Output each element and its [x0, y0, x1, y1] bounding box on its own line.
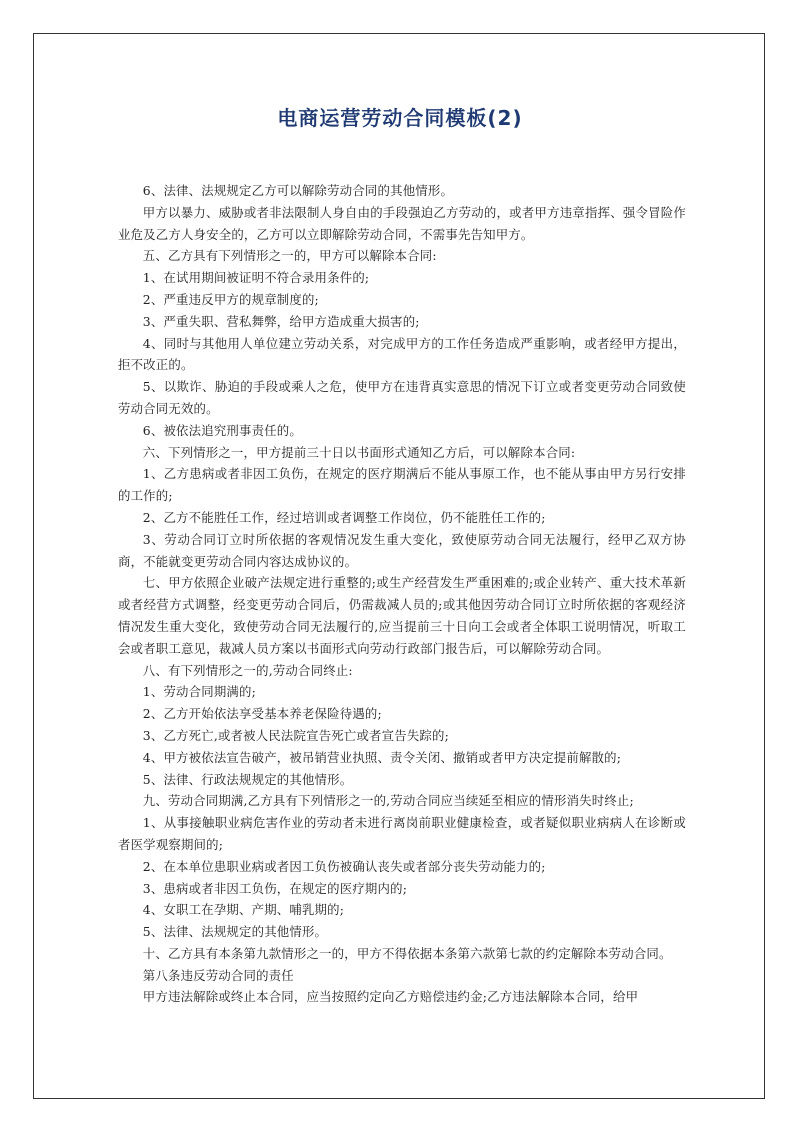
- paragraph: 2、严重违反甲方的规章制度的;: [142, 291, 319, 307]
- paragraph: 八、有下列情形之一的,劳动合同终止:: [142, 662, 353, 678]
- paragraph: 1、从事接触职业病危害作业的劳动者未进行离岗前职业健康检查，或者疑似职业病病人在诊断或者医学观察期间的;: [118, 815, 686, 852]
- paragraph: 3、乙方死亡,或者被人民法院宣告死亡或者宣告失踪的;: [142, 727, 449, 743]
- paragraph: 3、严重失职、营私舞弊，给甲方造成重大损害的;: [142, 313, 420, 329]
- paragraph: 6、法律、法规规定乙方可以解除劳动合同的其他情形。: [142, 183, 454, 198]
- paragraph: 4、同时与其他用人单位建立劳动关系，对完成甲方的工作任务造成严重影响，或者经甲方提出，拒不改正的。: [118, 335, 686, 373]
- paragraph: 4、女职工在孕期、产期、哺乳期的;: [142, 902, 345, 918]
- paragraph: 3、患病或者非因工负伤，在规定的医疗期内的;: [142, 880, 408, 896]
- paragraph: 1、乙方患病或者非因工负伤，在规定的医疗期满后不能从事原工作，也不能从事由甲方另行安排的工作的;: [118, 466, 686, 504]
- paragraph: 4、甲方被依法宣告破产，被吊销营业执照、责令关闭、撤销或者甲方决定提前解散的;: [142, 749, 622, 765]
- paragraph: 七、甲方依照企业破产法规定进行重整的;或生产经营发生严重困难的;或企业转产、重大技术革新或者经营方式调整，经变更劳动合同后，仍需裁减人员的;或其他因劳动合同订立时所依据的客观经济情况发生重大变化，致使劳动合同无法履行的,应当提前三十日向工会或者全体职工说明情况，听取工会或者职工意见，裁减人员方案以书面形式向劳动行政部门报告后，可以解除劳动合同。: [118, 575, 686, 656]
- paragraph: 2、乙方开始依法享受基本养老保险待遇的;: [142, 706, 382, 722]
- paragraph: 第八条违反劳动合同的责任: [142, 967, 294, 983]
- paragraph: 2、在本单位患职业病或者因工负伤被确认丧失或者部分丧失劳动能力的;: [142, 858, 546, 874]
- paragraph: 五、乙方具有下列情形之一的，甲方可以解除本合同:: [142, 248, 437, 264]
- paragraph: 5、以欺诈、胁迫的手段或乘人之危，使甲方在违背真实意思的情况下订立或者变更劳动合同致使劳动合同无效的。: [118, 379, 686, 416]
- paragraph: 九、劳动合同期满,乙方具有下列情形之一的,劳动合同应当续延至相应的情形消失时终止;: [142, 793, 634, 809]
- paragraph: 十、乙方具有本条第九款情形之一的，甲方不得依据本条第六款第七款的约定解除本劳动合同。: [142, 945, 672, 961]
- paragraph: 5、法律、法规规定的其他情形。: [142, 924, 328, 940]
- paragraph: 甲方以暴力、威胁或者非法限制人身自由的手段强迫乙方劳动的，或者甲方违章指挥、强令冒险作业危及乙方人身安全的，乙方可以立即解除劳动合同，不需事先告知甲方。: [118, 204, 686, 242]
- paragraph: 6、被依法追究刑事责任的。: [142, 422, 302, 438]
- paragraph: 3、劳动合同订立时所依据的客观情况发生重大变化，致使原劳动合同无法履行，经甲乙双方协商，不能就变更劳动合同内容达成协议的。: [118, 531, 686, 569]
- paragraph: 2、乙方不能胜任工作，经过培训或者调整工作岗位，仍不能胜任工作的;: [142, 509, 546, 525]
- paragraph: 1、劳动合同期满的;: [142, 684, 256, 700]
- document-body: [118, 180, 686, 1008]
- paragraph: 1、在试用期间被证明不符合录用条件的;: [142, 270, 370, 286]
- paragraph: 六、下列情形之一，甲方提前三十日以书面形式通知乙方后，可以解除本合同:: [142, 444, 576, 460]
- paragraph: 5、法律、行政法规规定的其他情形。: [142, 771, 353, 787]
- paragraph: 甲方违法解除或终止本合同，应当按照约定向乙方赔偿违约金;乙方违法解除本合同，给甲: [142, 989, 639, 1005]
- document-title: 电商运营劳动合同模板(2): [277, 106, 523, 130]
